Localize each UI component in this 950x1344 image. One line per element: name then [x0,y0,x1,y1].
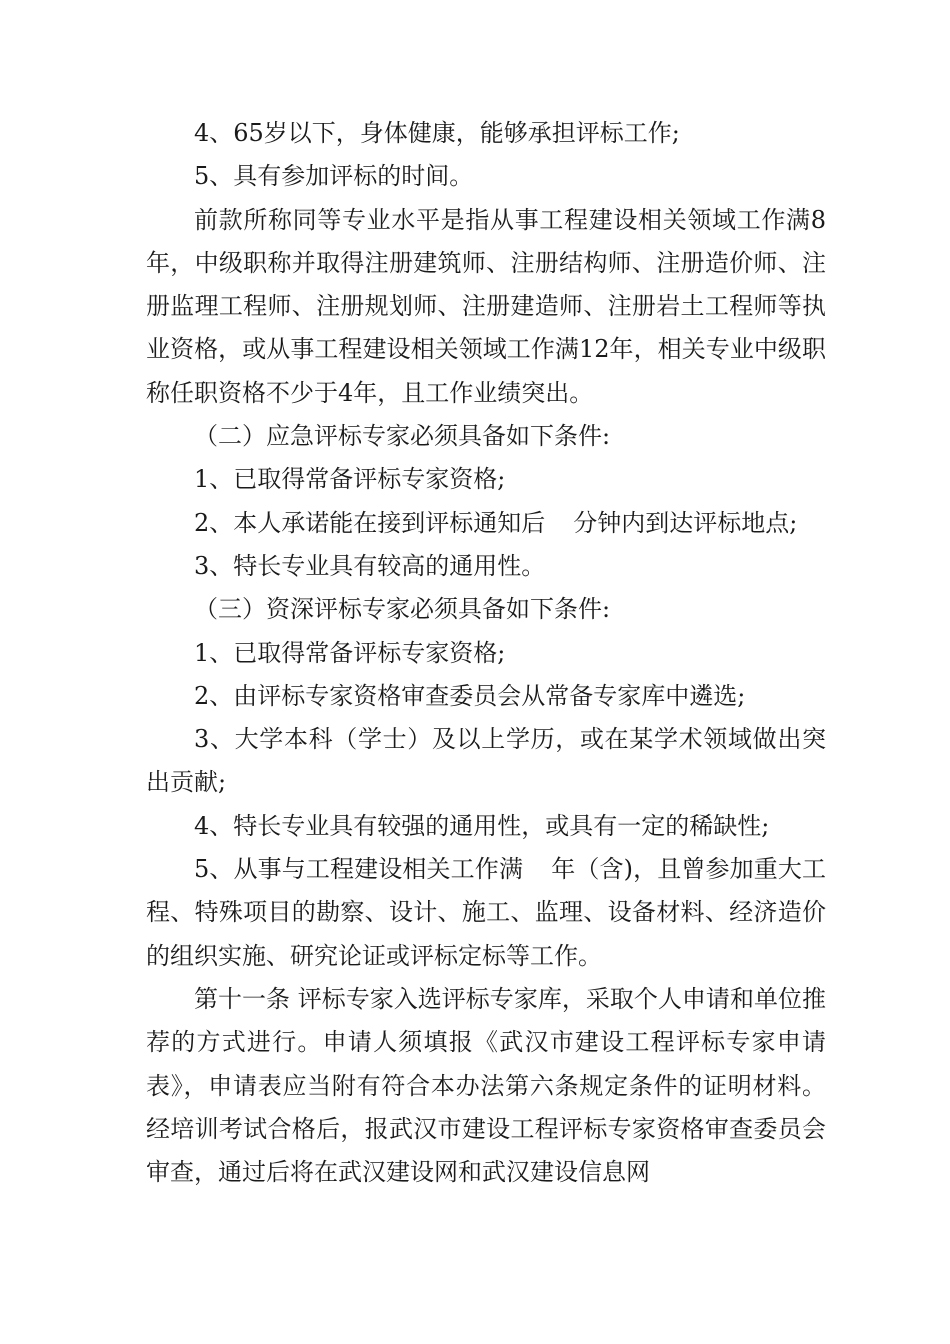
paragraph-article-11: 第十一条 评标专家入选评标专家库，采取个人申请和单位推荐的方式进行。申请人须填报《武汉市建设工程评标专家申请表》，申请表应当附有符合本办法第六条规定条件的证明材料。经培训考试合格后，报武汉市建设工程评标专家资格审查委员会审查，通过后将在武汉建设网和武汉建设信息网 [146,984,826,1187]
paragraph-emergency-1: 1、已取得常备评标专家资格; [194,465,506,494]
paragraph-item-5-time: 5、具有参加评标的时间。 [194,162,474,191]
paragraph-item-4-age: 4、65岁以下，身体健康，能够承担评标工作; [194,119,680,147]
paragraph-senior-5: 5、从事与工程建设相关工作满 年（含)，且曾参加重大工程、特殊项目的勘察、设计、施工、监理、设备材料、经济造价的组织实施、研究论证或评标定标等工作。 [146,855,826,970]
paragraph-emergency-3: 3、特长专业具有较高的通用性。 [194,551,546,580]
paragraph-equivalent-level: 前款所称同等专业水平是指从事工程建设相关领域工作满8年，中级职称并取得注册建筑师、注册结构师、注册造价师、注册监理工程师、注册规划师、注册建造师、注册岩土工程师等执业资格，或从事工程建设相关领域工作满12年，相关专业中级职称任职资格不少于4年，且工作业绩突出。 [146,205,826,407]
section-heading-emergency-experts: （二）应急评标专家必须具备如下条件: [194,422,611,451]
paragraph-senior-3: 3、大学本科（学士）及以上学历，或在某学术领域做出突出贡献; [146,725,826,797]
paragraph-senior-2: 2、由评标专家资格审查委员会从常备专家库中遴选; [194,681,746,710]
section-heading-senior-experts: （三）资深评标专家必须具备如下条件: [194,595,611,624]
paragraph-senior-1: 1、已取得常备评标专家资格; [194,638,506,667]
document-body [146,112,826,1194]
paragraph-emergency-2: 2、本人承诺能在接到评标通知后 分钟内到达评标地点; [194,508,798,537]
paragraph-senior-4: 4、特长专业具有较强的通用性，或具有一定的稀缺性; [194,811,770,840]
